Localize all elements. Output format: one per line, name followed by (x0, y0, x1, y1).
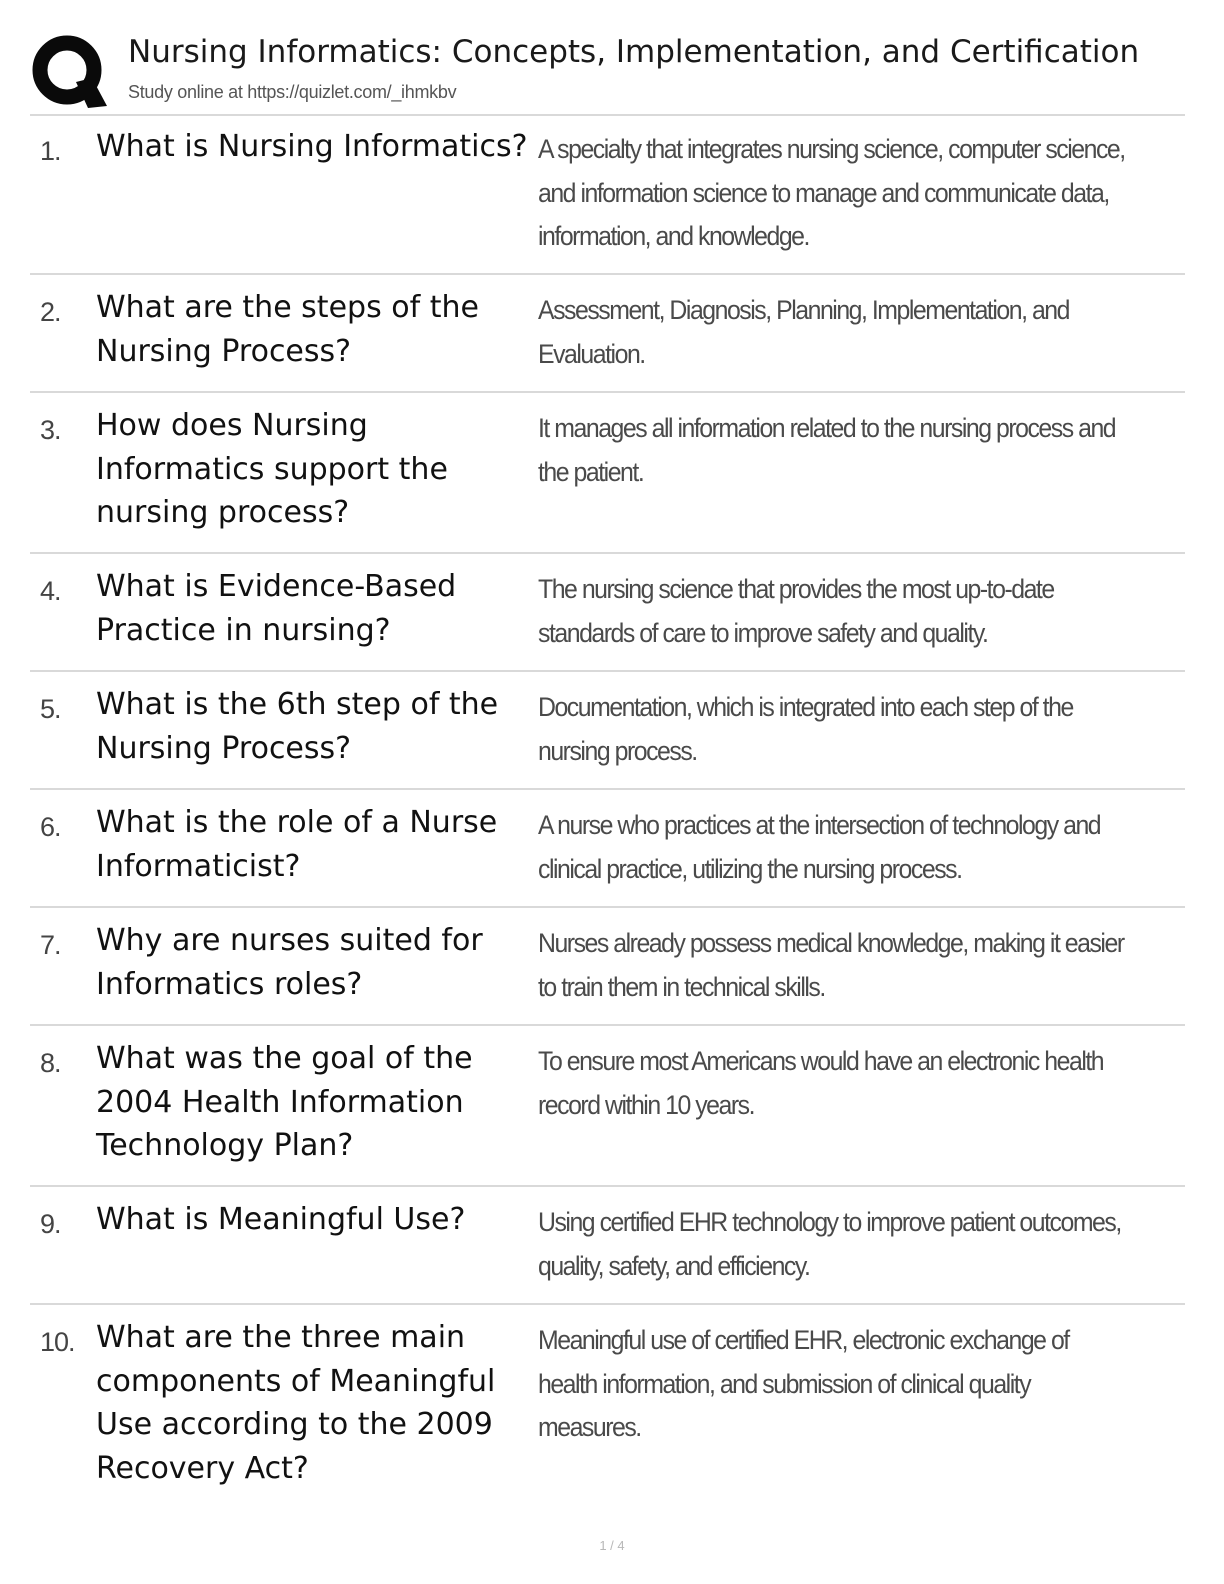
card-number: 8. (40, 1048, 61, 1078)
flashcard-row (30, 554, 1185, 672)
card-definition: Nurses already possess medical knowledge, making it easier to train them in technical skills. (538, 928, 1124, 1002)
study-url-subtitle: Study online at https://quizlet.com/_ihmkbv (128, 82, 457, 102)
card-term: What is the 6th step of the Nursing Process? (96, 687, 499, 766)
quizlet-logo-icon (30, 32, 108, 110)
card-term: How does Nursing Informatics support the nursing process? (96, 408, 448, 530)
flashcard-row (30, 908, 1185, 1026)
page-number: 1 / 4 (599, 1538, 625, 1553)
flashcard-row (30, 790, 1185, 908)
card-term: What is Evidence-Based Practice in nursing? (96, 569, 457, 648)
card-number: 5. (40, 694, 61, 724)
card-definition: To ensure most Americans would have an electronic health record within 10 years. (538, 1046, 1104, 1120)
card-term: What is Meaningful Use? (96, 1202, 466, 1237)
card-number: 9. (40, 1209, 61, 1239)
card-term: What is Nursing Informatics? (96, 129, 528, 164)
card-definition: The nursing science that provides the most up-to-date standards of care to improve safety and quality. (538, 574, 1054, 648)
flashcard-row (30, 1305, 1185, 1510)
card-term: What are the three main components of Meaningful Use according to the 2009 Recovery Act? (96, 1320, 496, 1486)
card-definition: Using certified EHR technology to improve patient outcomes, quality, safety, and efficiency. (538, 1207, 1121, 1281)
flashcard-row (30, 393, 1185, 554)
flashcard-row (30, 275, 1185, 393)
page-title: Nursing Informatics: Concepts, Implementation, and Certification (128, 34, 1140, 70)
card-number: 6. (40, 812, 61, 842)
card-number: 1. (40, 136, 61, 166)
card-definition: A nurse who practices at the intersection of technology and clinical practice, utilizing the nursing process. (538, 810, 1101, 884)
flashcard-row (30, 114, 1185, 275)
card-number: 3. (40, 415, 61, 445)
card-number: 2. (40, 297, 61, 327)
card-number: 10. (40, 1327, 75, 1357)
card-definition: Assessment, Diagnosis, Planning, Implementation, and Evaluation. (538, 295, 1069, 369)
flashcard-row (30, 1187, 1185, 1305)
card-term: What was the goal of the 2004 Health Information Technology Plan? (96, 1041, 473, 1163)
card-definition: A specialty that integrates nursing science, computer science, and information science to manage and communicate data, information, and knowledge. (538, 134, 1125, 251)
flashcard-list (30, 114, 1185, 1510)
card-term: What are the steps of the Nursing Process? (96, 290, 479, 369)
page-header (30, 30, 1185, 116)
card-definition: Meaningful use of certified EHR, electronic exchange of health information, and submission of clinical quality measures. (538, 1325, 1069, 1442)
card-number: 7. (40, 930, 61, 960)
card-definition: It manages all information related to the nursing process and the patient. (538, 413, 1116, 487)
card-number: 4. (40, 576, 61, 606)
flashcard-row (30, 1026, 1185, 1187)
flashcard-row (30, 672, 1185, 790)
card-term: Why are nurses suited for Informatics roles? (96, 923, 483, 1002)
card-term: What is the role of a Nurse Informaticist? (96, 805, 498, 884)
card-definition: Documentation, which is integrated into each step of the nursing process. (538, 692, 1073, 766)
